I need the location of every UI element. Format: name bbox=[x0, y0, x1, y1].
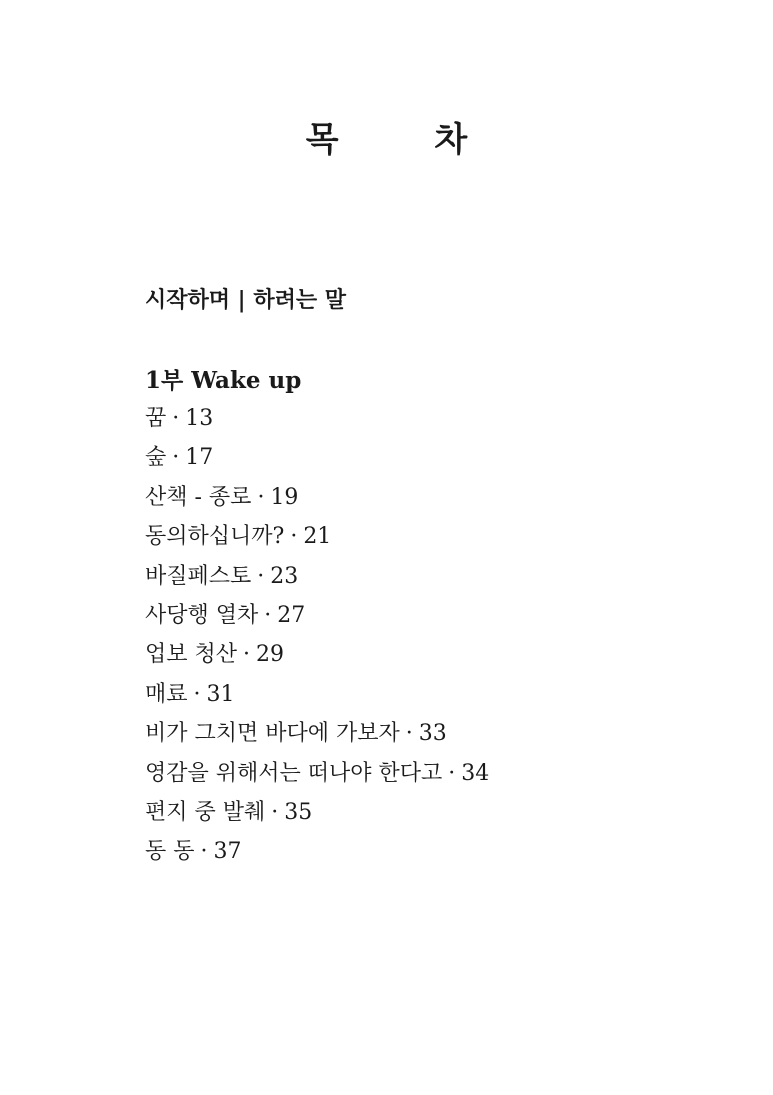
entry-separator: · bbox=[172, 445, 180, 471]
entry-page: 13 bbox=[185, 406, 214, 431]
entry-title: 업보 청산 bbox=[145, 642, 238, 668]
part-heading: 1부 Wake up bbox=[145, 367, 302, 394]
entry-title: 비가 그치면 바다에 가보자 bbox=[145, 721, 400, 747]
entry-separator: · bbox=[405, 721, 413, 747]
entry-page: 19 bbox=[270, 484, 299, 510]
entry-page: 35 bbox=[284, 799, 313, 825]
toc-entry bbox=[145, 832, 489, 871]
toc-entry bbox=[145, 438, 489, 477]
entry-page: 33 bbox=[418, 721, 447, 747]
entry-page: 34 bbox=[461, 760, 490, 786]
entry-title: 매료 bbox=[145, 681, 188, 707]
entry-page: 31 bbox=[206, 681, 235, 707]
entry-page: 29 bbox=[256, 642, 285, 668]
entry-title: 사당행 열차 bbox=[145, 602, 259, 628]
entry-separator: · bbox=[243, 642, 251, 668]
toc-entry bbox=[145, 754, 489, 793]
toc-entry bbox=[145, 635, 489, 674]
toc-entry bbox=[145, 557, 489, 596]
entry-title: 동 동 bbox=[145, 839, 195, 865]
toc-entry bbox=[145, 517, 489, 556]
page-title: 목 차 bbox=[305, 120, 510, 160]
toc-entry bbox=[145, 793, 489, 832]
entry-title: 바질페스토 bbox=[145, 563, 252, 589]
entry-separator: · bbox=[448, 760, 456, 786]
entry-title: 영감을 위해서는 떠나야 한다고 bbox=[145, 760, 443, 786]
entry-title: 산책 - 종로 bbox=[145, 484, 252, 510]
toc-entry bbox=[145, 596, 489, 635]
toc-list bbox=[145, 399, 489, 872]
toc-entry bbox=[145, 675, 489, 714]
entry-separator: · bbox=[264, 602, 272, 628]
entry-page: 17 bbox=[185, 445, 214, 471]
entry-page: 27 bbox=[277, 602, 306, 628]
toc-entry bbox=[145, 399, 489, 438]
entry-separator: · bbox=[257, 484, 265, 510]
entry-separator: · bbox=[257, 563, 265, 589]
entry-title: 편지 중 발췌 bbox=[145, 799, 266, 825]
entry-separator: · bbox=[290, 524, 298, 550]
entry-separator: · bbox=[172, 406, 180, 431]
entry-separator: · bbox=[200, 839, 208, 865]
entry-page: 21 bbox=[303, 524, 332, 550]
entry-title: 꿈 bbox=[145, 406, 167, 431]
entry-separator: · bbox=[271, 799, 279, 825]
intro-entry: 시작하며 | 하려는 말 bbox=[145, 287, 346, 313]
entry-title: 숲 bbox=[145, 445, 167, 471]
entry-page: 37 bbox=[213, 839, 242, 865]
entry-page: 23 bbox=[270, 563, 299, 589]
entry-separator: · bbox=[193, 681, 201, 707]
entry-title: 동의하십니까? bbox=[145, 524, 285, 550]
toc-entry bbox=[145, 478, 489, 517]
toc-entry bbox=[145, 714, 489, 753]
